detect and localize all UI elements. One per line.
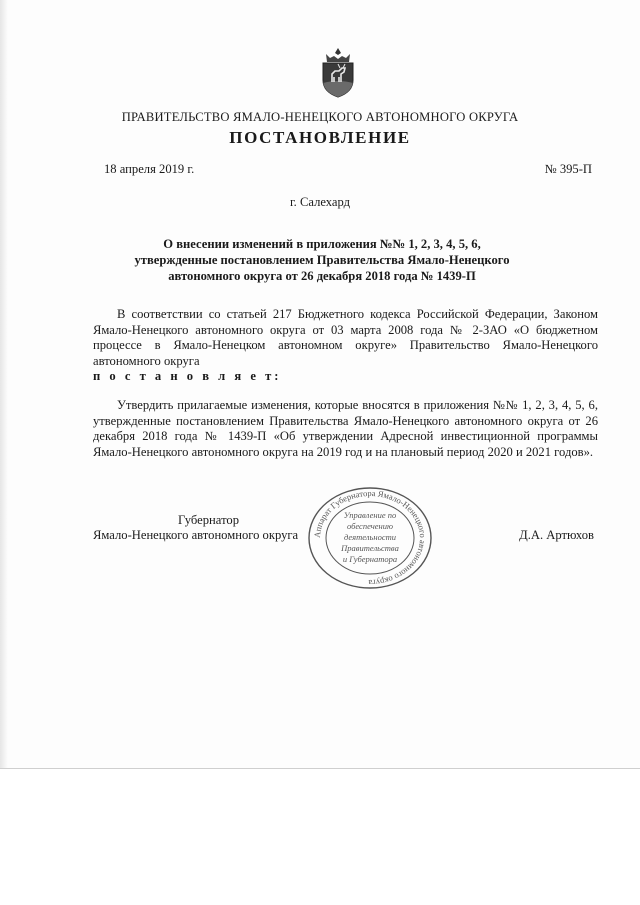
title-line: О внесении изменений в приложения №№ 1, 2, 3, 4, 5, 6,	[163, 237, 481, 251]
title-line: автономного округа от 26 декабря 2018 года № 1439-П	[168, 269, 476, 283]
stamp-inner-line: Правительства	[341, 543, 399, 553]
document-city: г. Салехард	[289, 195, 351, 209]
document-type: ПОСТАНОВЛЕНИЕ	[229, 128, 411, 147]
document-title	[100, 236, 544, 284]
stamp-inner-line: Управление по	[343, 510, 397, 520]
title-line: утвержденные постановлением Правительства Ямало-Ненецкого	[134, 253, 510, 267]
signatory-name: Д.А. Артюхов	[519, 528, 594, 542]
document-number: № 395-П	[544, 162, 592, 176]
coat-of-arms-emblem	[318, 46, 358, 98]
preamble-paragraph	[93, 307, 598, 385]
stamp-inner-line: обеспечению	[346, 521, 394, 531]
stamp-ring-text: Аппарат Губернатора Ямало-Ненецкого автономного округа	[311, 487, 429, 589]
resolution-paragraph	[93, 398, 598, 460]
preamble-text: В соответствии со статьей 217 Бюджетного кодекса Российской Федерации, Законом Ямало-Ненецкого автономного округа от 03 марта 2008 года № 2-ЗАО «О бюджетном процессе в Ямало-Ненецком автономном округе» Правительство Ямало-Ненецкого автономного округа	[93, 307, 598, 368]
stamp-inner-line: и Губернатора	[342, 554, 398, 564]
resolves-word: п о с т а н о в л я е т:	[93, 369, 282, 384]
government-name: ПРАВИТЕЛЬСТВО ЯМАЛО-НЕНЕЦКОГО АВТОНОМНОГО ОКРУГА	[121, 110, 519, 124]
signatory-post: Губернатор	[178, 513, 239, 527]
resolution-text: Утвердить прилагаемые изменения, которые вносятся в приложения №№ 1, 2, 3, 4, 5, 6, утвержденные постановлением Правительства Ямало-Ненецкого автономного округа от 26 декабря 2018 года № 1439-П «Об утверждении Адресной инвестиционной программы Ямало-Ненецкого автономного округа на 2019 год и на плановый период 2020 и 2021 годов».	[93, 398, 598, 459]
stamp-inner-line: деятельности	[343, 532, 397, 542]
document-date: 18 апреля 2019 г.	[104, 162, 195, 176]
signatory-organization: Ямало-Ненецкого автономного округа	[93, 528, 299, 542]
official-stamp	[306, 486, 434, 590]
